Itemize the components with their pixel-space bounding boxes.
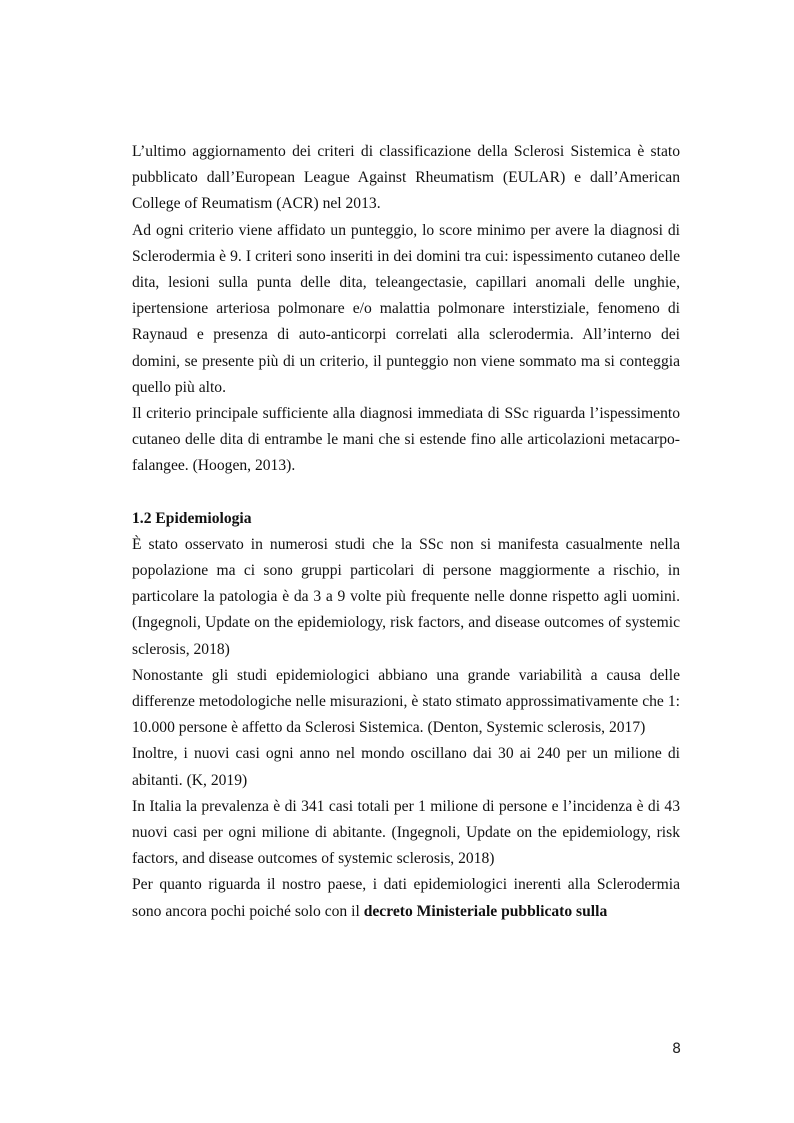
page-body [132, 139, 680, 925]
paragraph-last-text: Per quanto riguarda il nostro paese, i dati epidemiologici inerenti alla Sclerodermia sono ancora pochi poiché solo con il [132, 876, 680, 920]
section-heading: 1.2 Epidemiologia [132, 509, 252, 527]
paragraph: Nonostante gli studi epidemiologici abbiano una grande variabilità a causa delle differenze metodologiche nelle misurazioni, è stato stimato approssimativamente che 1: 10.000 persone è affetto da Sclerosi Sistemica. (Denton, Systemic sclerosis, 2017) [132, 666, 680, 737]
paragraph-last [132, 872, 680, 924]
paragraph: L’ultimo aggiornamento dei criteri di classificazione della Sclerosi Sistemica è stato pubblicato dall’European League Against Rheumatism (EULAR) e dall’American College of Reumatism (ACR) nel 2013. [132, 143, 680, 213]
paragraph: In Italia la prevalenza è di 341 casi totali per 1 milione di persone e l’incidenza è di 43 nuovi casi per ogni milione di abitante. (Ingegnoli, Update on the epidemiology, risk factors, and disease outcomes of systemic sclerosis, 2018) [132, 797, 680, 868]
paragraph: Ad ogni criterio viene affidato un punteggio, lo score minimo per avere la diagnosi di Sclerodermia è 9. I criteri sono inseriti in dei domini tra cui: ispessimento cutaneo delle dita, lesioni sulla punta delle dita, teleangectasie, capillari anomali delle unghie, ipertensione arteriosa polmonare e/o malattia polmonare interstiziale, fenomeno di Raynaud e presenza di auto-anticorpi correlati alla sclerodermia. All’interno dei domini, se presente più di un criterio, il punteggio non viene sommato ma si conteggia quello più alto. [132, 221, 680, 396]
paragraph-last-bold: decreto Ministeriale pubblicato sulla [363, 902, 608, 920]
paragraph: È stato osservato in numerosi studi che la SSc non si manifesta casualmente nella popolazione ma ci sono gruppi particolari di persone maggiormente a rischio, in particolare la patologia è da 3 a 9 volte più frequente nelle donne rispetto agli uomini. (Ingegnoli, Update on the epidemiology, risk factors, and disease outcomes of systemic sclerosis, 2018) [132, 535, 680, 658]
paragraph: Il criterio principale sufficiente alla diagnosi immediata di SSc riguarda l’ispessimento cutaneo delle dita di entrambe le mani che si estende fino alle articolazioni metacarpo-falangee. (Hoogen, 2013). [132, 405, 680, 475]
paragraph: Inoltre, i nuovi casi ogni anno nel mondo oscillano dai 30 ai 240 per un milione di abitanti. (K, 2019) [132, 745, 680, 789]
page-number: 8 [672, 1041, 681, 1057]
section-spacer [132, 480, 680, 506]
